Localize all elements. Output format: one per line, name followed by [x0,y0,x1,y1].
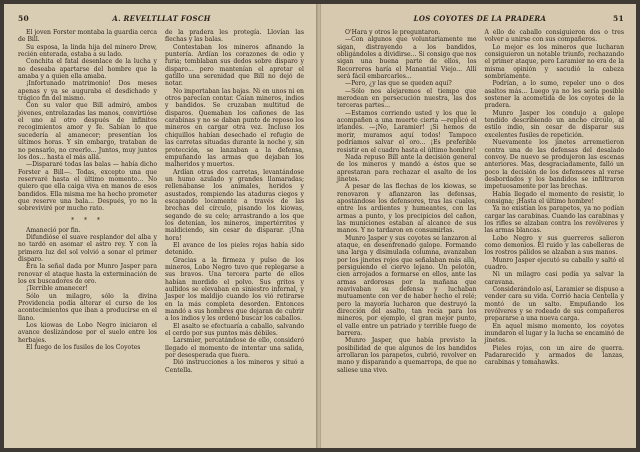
paragraph: Ya no existían los parapetos, ya no podían cargar las carabinas. Cuando las carabinas y los rifles se alzaban contra los revólveres y las armas blancas. [484,205,624,235]
paragraph: Munro Jasper, que había previsto la posibilidad de que algunos de los bandidos arrollaran los parapetos, cubrió, revolver en mano y disparando a quemarropa, de que no saliese una vivo. [337,337,477,374]
paragraph: El fuego de los fusiles de los Coyotes [26,344,141,352]
left-running-title: A. REVELTLLAT FOSCH [112,14,211,23]
paragraph: Era la señal dada por Munro Jasper para renovar el ataque hasta la exterminación de los ex buscadores de oro. [18,263,157,285]
paragraph: —Sólo nos alejaremos el tiempo que merodean en persecución nuestra, las dos terceras partes... [337,87,477,110]
paragraph: Nada repuso Bill ante la decisión general de los mineros y mandó a éstos que se aprestaran para rechazar el asalto de los jinetes. [337,153,477,183]
paragraph: Lo mejor es los mineros que lucharan consiguieron un notable triunfo, rechazando el primer ataque, pero Laramier no era de la misma opinión y sacudió la cabeza sombríamente. [484,43,624,81]
left-columns [18,29,304,374]
right-column-2 [485,29,625,374]
right-columns [337,29,624,374]
paragraph: Ardían otras dos carretas, levantándose un humo azulado y grandes llamaradas; rellenábanse los animales, heridos y asustados, rompiendo las ataduras ciegos y escapando locamente a través de las brechas del círculo, pisando los kiowas, segando de su celo; arrastrando a los que los detenían, los mineros, impertérritos y maldiciendo, sin cesar de disparar. ¡Una hora! [165,168,304,242]
paragraph: Contestaban los mineros afinando la puntería. Ardían los corazones de odio y furia; temblaban sus dedos sobre disparo y disparo... pero mantenían el apretar el gatillo una serenidad que Bill no dejó de notar. [165,43,304,88]
paragraph: No importaban las bajas. Ni en unos ni en otros parecían contar. Caían mineros, indios y bandidos. Se cruzaban multitud de disparos. Quemaban los cañones de las carabinas y no se daban punto de reposo los mineros en cargar otra vez. Incluso los chiquillos habían desechado el refugio de las carretas situadas durante la noche y, sin protección, se lanzaban a la defensa, empuñando las armas que dejaban los malheridos y muertos. [165,87,304,169]
paragraph: Amaneció por fin. [26,226,81,234]
paragraph: Sólo un milagro, sólo la divina Providencia podía alterar el curso de los acontecimientos que iban a producirse en el llano. [18,292,157,322]
paragraph: Nuevamente los jinetes arremetieron contra una de las defensas del desalado convoy. De nuevo se produjeron las escenas anteriores. Mas, desgraciadamente, falló un poco la decisión de los defensores al verse desbordados y los bandidos se infiltraron impetuosamente por las brechas. [484,139,624,191]
paragraph: Podrían, a lo sumo, repeler uno o dos asaltos más... Luego ya no les sería posible sostener la acometida de los coyotes de la pradera. [484,80,624,110]
paragraph: ¡Terrible amanecer! [26,285,88,293]
paragraph: O'Hara y otros le preguntaron. [345,29,441,36]
paragraph: Munro Jasper y sus coyotes se lanzaron al ataque, en desenfrenado galope. Formando una larga y disimulada columna, avanzaban por los jinetes rojos que señalaban más allá, persiguiendo el ciervo lejano. Un pelotón, cien arrojados a formarse en ellos, ante las armas ardorosas por la mañana que reavivaban su defensa y luchaban mutuamente con ver de haber hecho el relé; pero la mayoría lucharon que destruyó la dirección del asalto, tan recia para los mineros, por ejemplo, el gran mejor punto, el valle entre un patriado y terrible fuego de barrera. [337,234,477,338]
left-page-number: 50 [18,14,30,23]
paragraph: Dió instrucciones a los mineros y situó a Centella. [165,359,304,374]
paragraph: Había llegado el momento de resistir, lo consigna; ¡Hasta el último hombre! [484,190,624,205]
right-running-title: LOS COYOTES DE LA PRADERA [413,14,547,23]
paragraph: En aquel mismo momento, los coyotes inundaron el lugar y la lucha se encaminó de jinetes. [484,322,624,345]
section-separator: * * * [71,216,104,224]
paragraph: A ello de caballo consiguieron dos o tres volver a unirse con sus compañeros. [484,29,624,44]
right-page-number: 51 [612,14,624,23]
paragraph: Considerándolo así, Laramier se dispuso a vender cara su vida. Corrió hacia Centella y montó de un salto. Empuñando los revólveres y se rodeado de sus compañeros prepararse a una nueva carga. [484,286,624,323]
paragraph: A pesar de las flechas de los kiowas, se renovaron y afianzaron las defensas, apostándose los defensores, tras las cuales, entre los ardientes y humeantes, con las armas a punto, y los precipicios del cañon, las municiones estaban al alcance de sus manos. Y no tardaron en consumirlas. [337,183,477,235]
paragraph: Los kiowas de Lobo Negro iniciaron el avance deslizándose por el suelo entre los herbajes. [18,322,157,344]
left-column-2 [165,29,304,374]
right-page [321,4,636,448]
right-running-head [337,14,624,23]
paragraph: Munro Jasper los condujo a galope tendido describiendo un ancho círculo, al estilo indio, sin cesar de disparar sus excelentes fusiles de repetición. [484,109,624,139]
paragraph: Difundióse el suave resplandor del alba y no tardó en asomar el astro rey. Y con la primera luz del sol volvió a sonar el primer disparo. [18,233,157,263]
paragraph: Lobo Negro y sus guerreros salieron como demonios. El ruido y las cabelleras de los rostros pálidos se alzaban a sus manos. [484,234,624,257]
paragraph: —Estamos corriendo usted y los que le acompañen a una muerte cierta —replicó el irlandés. —¡No, Laramier! ¡Si hemos de morir, muramos aquí todos! Tampoco podríamos salvar el oro... ¡Es preferible resistir en el cuadro hasta el último hombre! [337,109,477,154]
left-running-head [18,14,304,23]
paragraph: —Pero, ¿y las que se queden aquí? [345,80,452,88]
paragraph: Munro Jasper ejecutó su caballo y saltó el cuadro. [484,256,624,271]
paragraph: El avance de los pieles rojas había sido detenido. [165,241,304,257]
paragraph: El joven Forster montaba la guardia cerca de Bill. [18,29,157,44]
paragraph: ¡Infortunado matrimonio! Dos meses apenas y ya se auguraba el desdichado y trágico fin del mismo. [18,80,157,103]
right-column-1 [337,29,477,374]
paragraph: de la pradera les protegía. Llovían las flechas y las balas. [165,29,304,44]
paragraph: El asalto se efectuaría a caballo, salvando el cerdo por sus puntos más débiles. [165,322,304,338]
paragraph: —Con algunos que voluntariamente me sigan, distrayendo a los bandidos, obligándoles a dividirse... Si consigo que nos sigan una buena parte de ellos, los Recorreros haría el Manantial Viejo... Allí será fácil embarcarles... [337,36,477,81]
left-page [4,4,317,448]
paragraph: Ni un milagro casi podía ya salvar la caravana. [484,271,624,286]
paragraph: —Dispararé todas las balas — había dicho Forster a Bill—. Todas, excepto una que reservaré hasta el último momento... No quiero que ella caiga viva en manos de esos bandidos. Ella misma me ha hecho prometer que reserve una bala... Después, yo no la sobreviviré por mucho rato. [18,161,157,213]
paragraph: Gracias a la firmeza y pulso de los mineros, Lobo Negro tuvo que replegarse a sus bravos. Una tercera parte de ellos habían mordido el polvo. Sus gritos y aullidos se elevaban en siniestro infernal, y Jasper los maldijo cuando los vió retirarse en la más completa desorden. Entonces mandó a sus hombres que dejaran de cubrir a los indios y les ordenó buscar los caballos. [165,256,304,323]
paragraph: Su esposa, la linda hija del minero Drew, recién enterada, estaba a su lado. [18,43,157,59]
left-column-1 [18,29,157,374]
paragraph: Pieles rojas, con un aire de guerra. Padararecido y armados de lanzas, carabinas y tomahawks. [484,344,624,367]
paragraph: Larsmier, percatándose de ello, consideró llegado el momento de intentar una salida, por desesperada que fuera. [165,337,304,360]
paragraph: Con su valor que Bill admiró, ambos jóvenes, entrelazadas las manos, convirtióse el uno al otro después de infinitos recogimientos amor y fe. Sabían lo que sucedería al amanecer; presentían los últimos horas. Y sin embargo, trataban de no pensarlo, no creerlo... Juntos, muy juntos los dos... hasta el más allá. [18,102,157,161]
paragraph: Conchita el fatal desenlace de la lucha y no deseaba apartarse del hombre que la amaba y a quien ella amaba. [18,58,157,81]
